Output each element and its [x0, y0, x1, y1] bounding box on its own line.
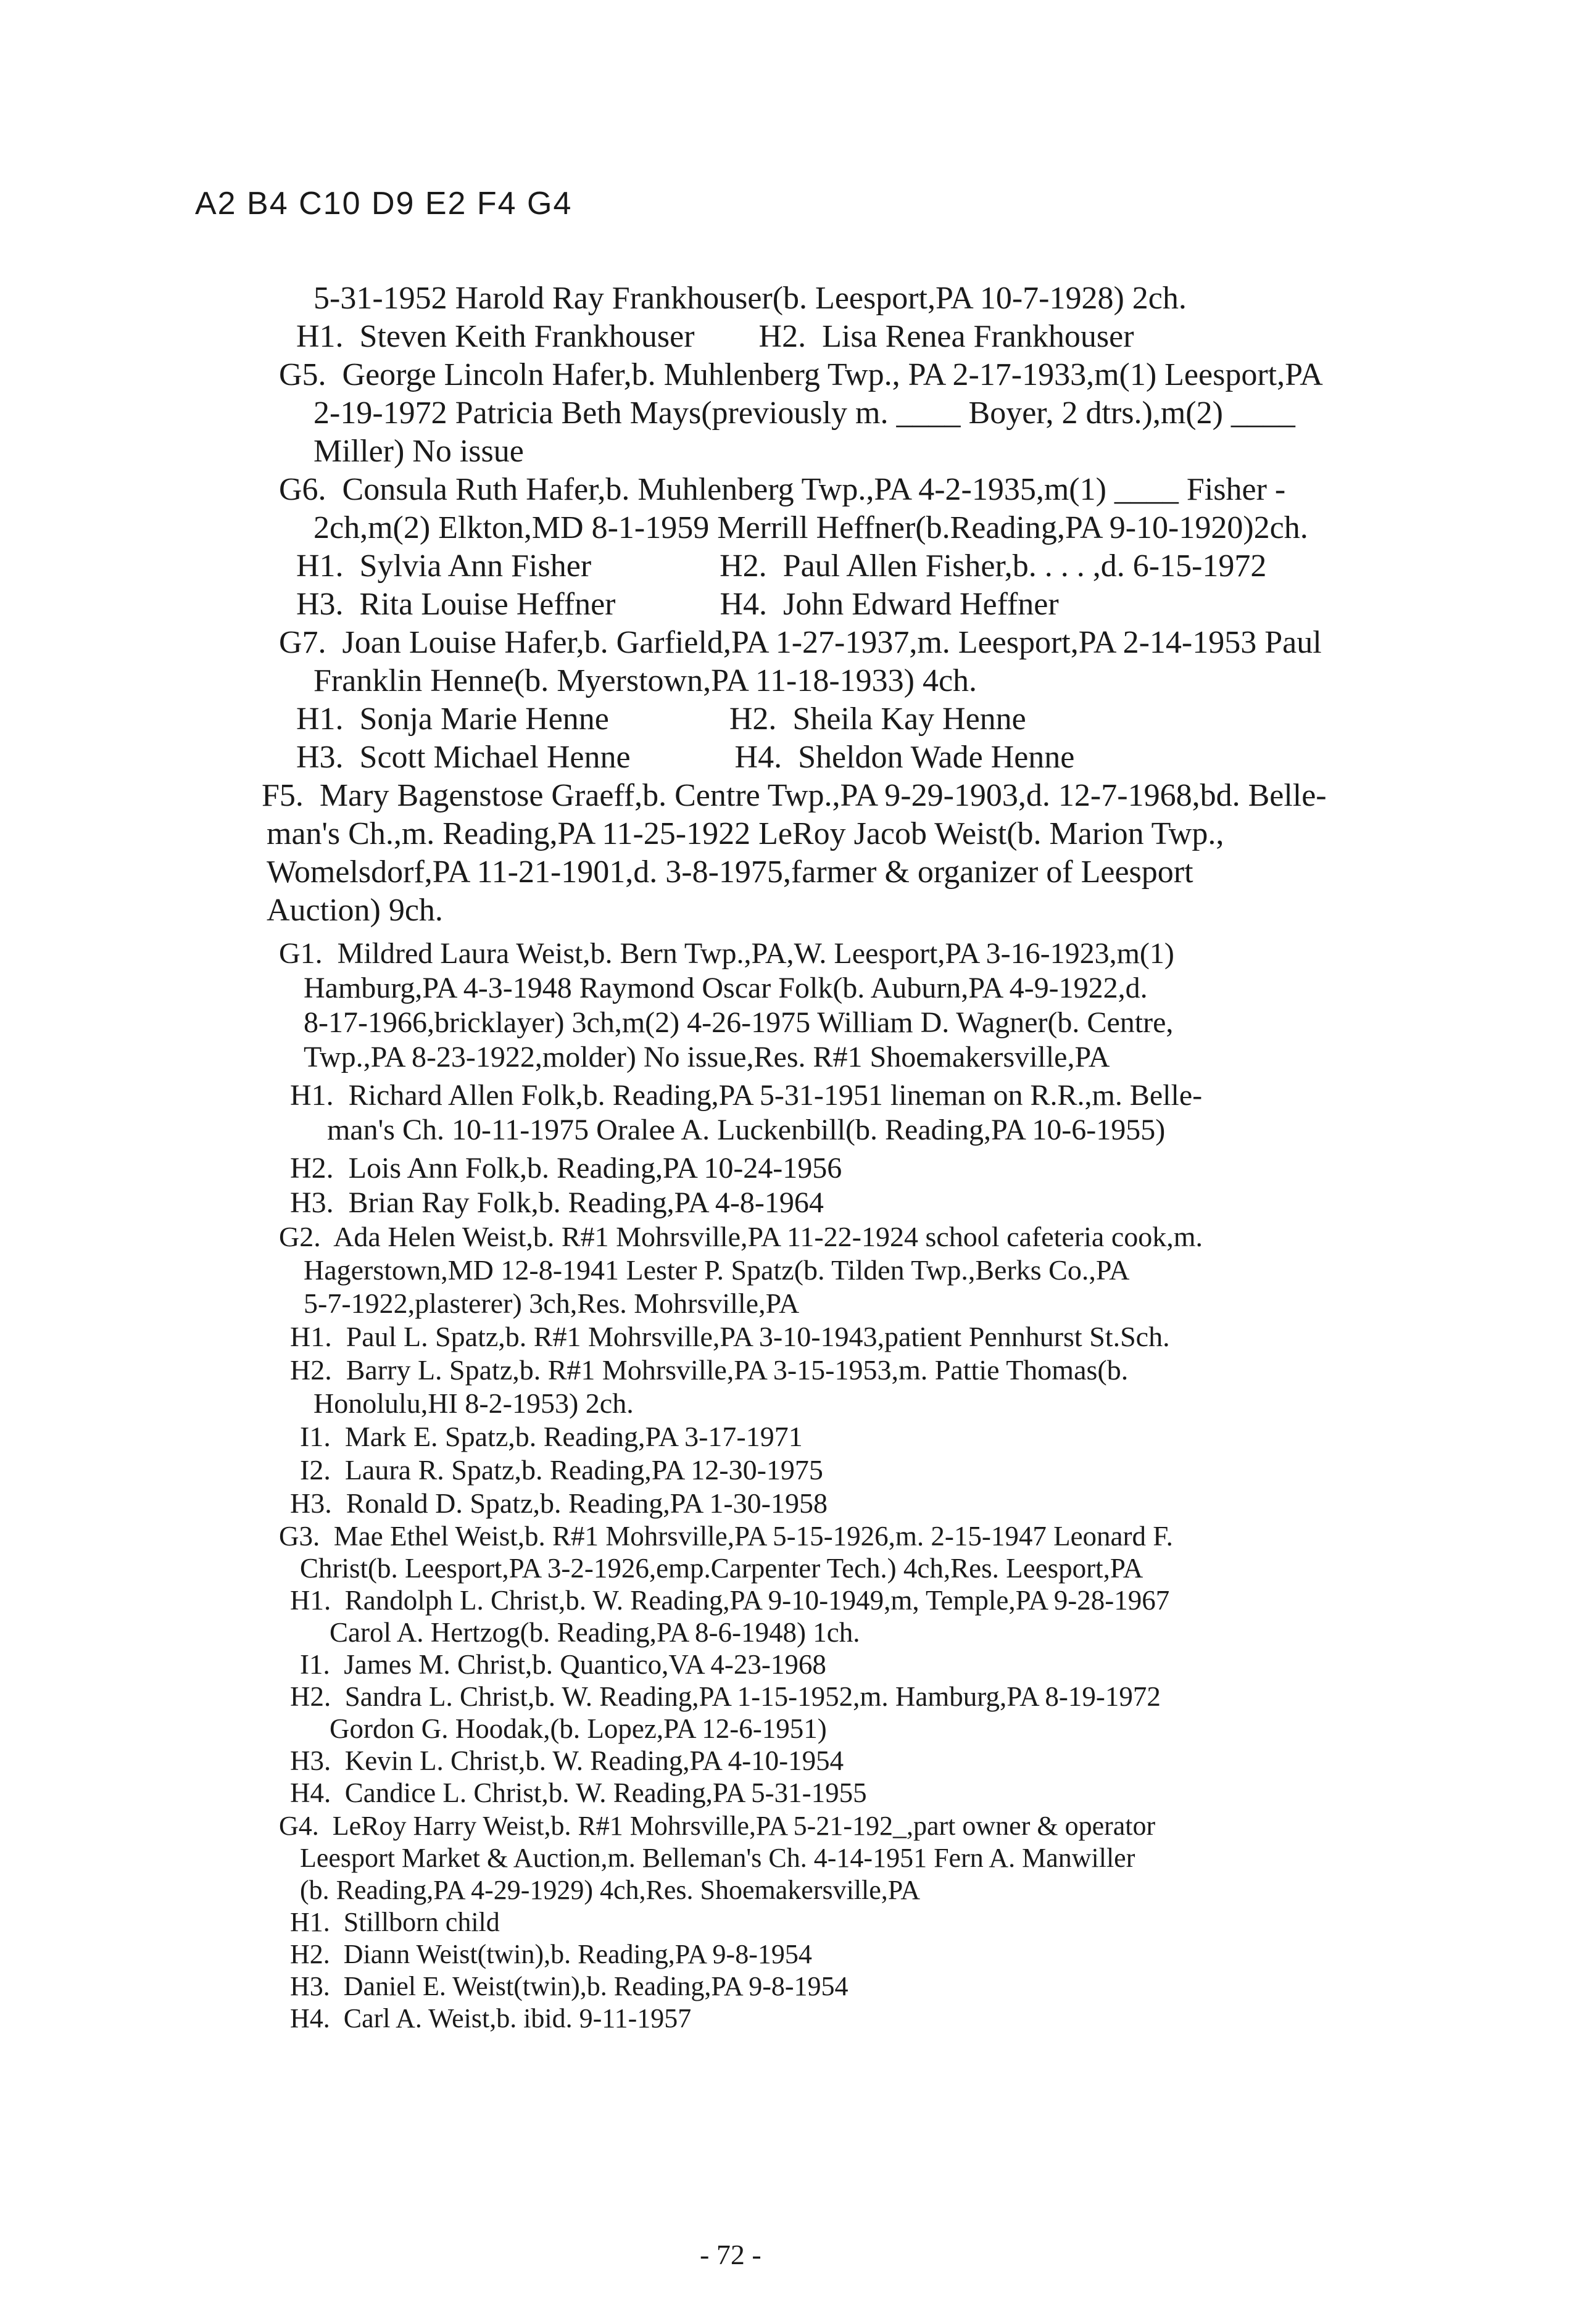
text-line: I1. James M. Christ,b. Quantico,VA 4-23-1968	[300, 1649, 826, 1680]
text-line: H1. Sylvia Ann Fisher H2. Paul Allen Fisher,b. . . . ,d. 6-15-1972	[296, 548, 1267, 584]
text-line: H3. Brian Ray Folk,b. Reading,PA 4-8-1964	[290, 1186, 824, 1219]
text-line: G7. Joan Louise Hafer,b. Garfield,PA 1-27-1937,m. Leesport,PA 2-14-1953 Paul	[279, 625, 1322, 660]
text-line: H1. Randolph L. Christ,b. W. Reading,PA 9-10-1949,m, Temple,PA 9-28-1967	[290, 1585, 1170, 1616]
text-line: H2. Sandra L. Christ,b. W. Reading,PA 1-15-1952,m. Hamburg,PA 8-19-1972	[290, 1681, 1161, 1712]
text-line: H4. Candice L. Christ,b. W. Reading,PA 5-31-1955	[290, 1777, 867, 1808]
text-line: G3. Mae Ethel Weist,b. R#1 Mohrsville,PA 5-15-1926,m. 2-15-1947 Leonard F.	[279, 1521, 1173, 1552]
text-line: 2ch,m(2) Elkton,MD 8-1-1959 Merrill Heffner(b.Reading,PA 9-10-1920)2ch.	[313, 510, 1308, 545]
text-line: Twp.,PA 8-23-1922,molder) No issue,Res. R#1 Shoemakersville,PA	[304, 1041, 1110, 1073]
text-line: G4. LeRoy Harry Weist,b. R#1 Mohrsville,PA 5-21-192_,part owner & operator	[279, 1811, 1156, 1841]
text-line: Christ(b. Leesport,PA 3-2-1926,emp.Carpenter Tech.) 4ch,Res. Leesport,PA	[300, 1553, 1143, 1584]
text-line: H2. Lois Ann Folk,b. Reading,PA 10-24-1956	[290, 1152, 842, 1185]
text-line: Franklin Henne(b. Myerstown,PA 11-18-1933) 4ch.	[313, 663, 977, 698]
text-line: Hamburg,PA 4-3-1948 Raymond Oscar Folk(b. Auburn,PA 4-9-1922,d.	[304, 972, 1148, 1004]
text-line: (b. Reading,PA 4-29-1929) 4ch,Res. Shoemakersville,PA	[300, 1875, 921, 1905]
text-line: F5. Mary Bagenstose Graeff,b. Centre Twp.,PA 9-29-1903,d. 12-7-1968,bd. Belle-	[262, 778, 1327, 813]
text-line: H1. Steven Keith Frankhouser H2. Lisa Renea Frankhouser	[296, 319, 1134, 354]
lineage-header: A2 B4 C10 D9 E2 F4 G4	[195, 186, 573, 221]
text-line: H1. Richard Allen Folk,b. Reading,PA 5-31-1951 lineman on R.R.,m. Belle-	[290, 1079, 1203, 1112]
text-line: H3. Ronald D. Spatz,b. Reading,PA 1-30-1958	[290, 1487, 828, 1519]
text-line: G1. Mildred Laura Weist,b. Bern Twp.,PA,W. Leesport,PA 3-16-1923,m(1)	[279, 937, 1174, 970]
text-line: H2. Barry L. Spatz,b. R#1 Mohrsville,PA 3-15-1953,m. Pattie Thomas(b.	[290, 1354, 1129, 1386]
page-number: - 72 -	[700, 2239, 761, 2270]
text-line: Womelsdorf,PA 11-21-1901,d. 3-8-1975,farmer & organizer of Leesport	[267, 854, 1193, 890]
text-line: Honolulu,HI 8-2-1953) 2ch.	[313, 1387, 634, 1419]
text-line: Gordon G. Hoodak,(b. Lopez,PA 12-6-1951)	[330, 1713, 827, 1744]
text-line: G5. George Lincoln Hafer,b. Muhlenberg Twp., PA 2-17-1933,m(1) Leesport,PA	[279, 357, 1323, 392]
text-line: H1. Sonja Marie Henne H2. Sheila Kay Henne	[296, 701, 1026, 737]
text-line: 5-31-1952 Harold Ray Frankhouser(b. Leesport,PA 10-7-1928) 2ch.	[313, 281, 1187, 316]
text-line: G6. Consula Ruth Hafer,b. Muhlenberg Twp.,PA 4-2-1935,m(1) ____ Fisher -	[279, 472, 1286, 507]
text-line: H3. Rita Louise Heffner H4. John Edward Heffner	[296, 587, 1059, 622]
text-line: H3. Kevin L. Christ,b. W. Reading,PA 4-10-1954	[290, 1745, 844, 1776]
text-line: H1. Stillborn child	[290, 1907, 500, 1937]
text-line: H3. Scott Michael Henne H4. Sheldon Wade Henne	[296, 740, 1075, 775]
text-line: man's Ch. 10-11-1975 Oralee A. Luckenbill(b. Reading,PA 10-6-1955)	[327, 1114, 1166, 1146]
text-line: man's Ch.,m. Reading,PA 11-25-1922 LeRoy Jacob Weist(b. Marion Twp.,	[267, 816, 1224, 851]
text-line: 5-7-1922,plasterer) 3ch,Res. Mohrsville,PA	[304, 1288, 800, 1319]
text-line: H1. Paul L. Spatz,b. R#1 Mohrsville,PA 3-10-1943,patient Pennhurst St.Sch.	[290, 1321, 1170, 1352]
text-line: I1. Mark E. Spatz,b. Reading,PA 3-17-1971	[300, 1421, 803, 1452]
text-line: Miller) No issue	[313, 434, 524, 469]
text-line: H4. Carl A. Weist,b. ibid. 9-11-1957	[290, 2003, 692, 2033]
text-line: H2. Diann Weist(twin),b. Reading,PA 9-8-1954	[290, 1939, 812, 1969]
text-line: H3. Daniel E. Weist(twin),b. Reading,PA 9-8-1954	[290, 1971, 849, 2001]
text-line: Hagerstown,MD 12-8-1941 Lester P. Spatz(b. Tilden Twp.,Berks Co.,PA	[304, 1254, 1130, 1286]
text-line: G2. Ada Helen Weist,b. R#1 Mohrsville,PA 11-22-1924 school cafeteria cook,m.	[279, 1221, 1203, 1252]
text-line: I2. Laura R. Spatz,b. Reading,PA 12-30-1975	[300, 1454, 823, 1486]
text-line: Auction) 9ch.	[267, 893, 443, 928]
text-line: 8-17-1966,bricklayer) 3ch,m(2) 4-26-1975 William D. Wagner(b. Centre,	[304, 1006, 1174, 1039]
text-line: Carol A. Hertzog(b. Reading,PA 8-6-1948) 1ch.	[330, 1617, 860, 1648]
text-line: Leesport Market & Auction,m. Belleman's Ch. 4-14-1951 Fern A. Manwiller	[300, 1843, 1135, 1873]
text-line: 2-19-1972 Patricia Beth Mays(previously m. ____ Boyer, 2 dtrs.),m(2) ____	[313, 395, 1295, 431]
